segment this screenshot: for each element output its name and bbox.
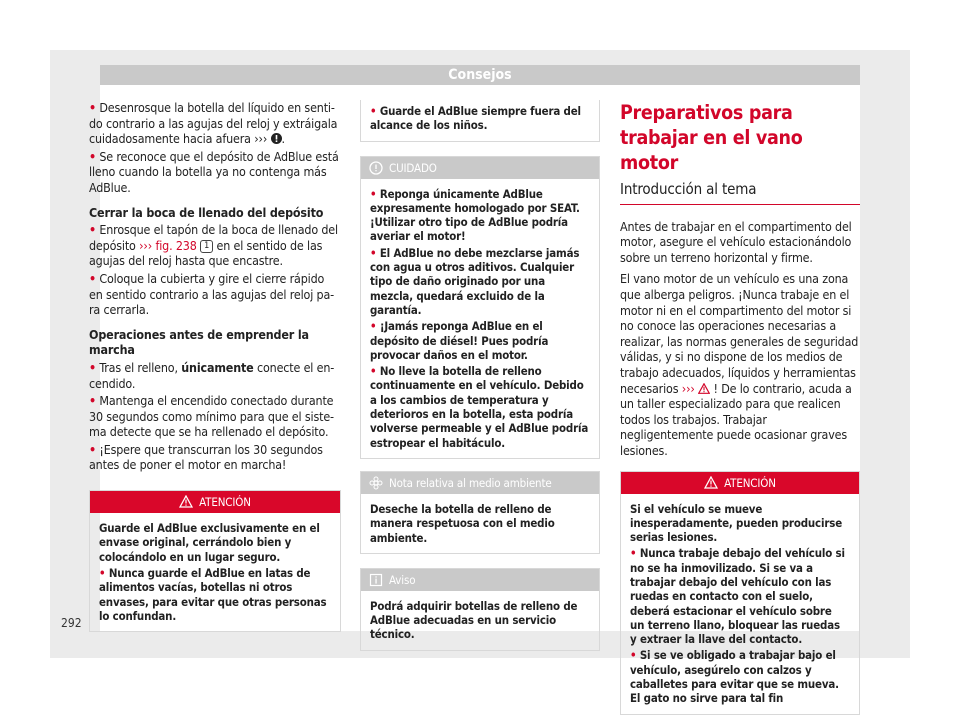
list-item: • Desenrosque la botella del líquido en sentido contrario a las agujas del reloj y extráigala cuidadosamente hacia afuera ››› . [89, 100, 338, 147]
notice-header: Aviso [361, 569, 599, 591]
column-right [620, 100, 860, 715]
list-item: • Mantenga el encendido conectado durante 30 segundos como mínimo para que el sistema detecte que se ha rellenado el depósito. [89, 393, 335, 440]
warning-header: ATENCIÓN [621, 472, 859, 494]
list-item: • Se reconoce que el depósito de AdBlue está lleno cuando la botella ya no contenga más AdBlue. [89, 148, 339, 195]
info-circle-icon [271, 133, 282, 144]
warning-body: Si el vehículo se mueve inesperadamente, pueden producirse serias lesiones. • Nunca trabaje debajo del vehículo si no se ha inmovilizado. Si se va a trabajar debajo del vehículo con las ruedas en contacto con el suelo, deberá estacionar el vehículo sobre un terreno llano, bloquear las ruedas y extraer la llave del contacto. • Si se ve obligado a trabajar bajo el vehículo, asegúrelo con calzos y caballetes para evitar que se mueva. El gato no sirve para tal fin [621, 494, 859, 714]
section-header: Consejos [100, 65, 860, 85]
list-item: • Si se ve obligado a trabajar bajo el vehículo, asegúrelo con calzos y caballetes para evitar que se mueva. El gato no sirve para tal fin [630, 648, 839, 706]
warning-triangle-icon [698, 383, 710, 394]
caution-body [361, 179, 599, 458]
warning-header: ATENCIÓN [90, 491, 340, 513]
list-item: • Enrosque el tapón de la boca de llenado del depósito ››› fig. 238 1 en el sentido de las agujas del reloj hasta que encastre. [89, 222, 338, 269]
environment-flower-icon [369, 476, 383, 490]
info-square-icon [369, 573, 383, 587]
list-item: • ¡Espere que transcurran los 30 segundos antes de poner el motor en marcha! [89, 441, 323, 473]
warning-link[interactable]: ››› [681, 380, 695, 396]
caution-header: CUIDADO [361, 157, 599, 179]
list-item: • Nunca trabaje debajo del vehículo si no se ha inmovilizado. Si se va a trabajar debajo del vehículo con las ruedas en contacto con el suelo, deberá estacionar el vehículo sobre un terreno llano, bloquear las ruedas y extraer la llave del contacto. [630, 546, 845, 647]
list-item: • ¡Jamás reponga AdBlue en el depósito de diésel! Pues podría provocar daños en el motor. [370, 319, 549, 362]
section-text: Antes de trabajar en el compartimento del motor, asegure el vehículo estacionándolo sobre un terreno horizontal y firme. El vano motor de un vehículo es una zona que alberga peligros. ¡Nunca trabaje en el motor ni en el compartimento del motor si no conoce las operaciones necesarias a realizar, las normas generales de seguridad válidas, y si no dispone de los medios de trabajo adecuados, líquidos y herramientas necesarios ››› ! De lo contrario, acuda a un taller especializado para que realicen todos los trabajos. Trabajar negligentemente puede ocasionar graves lesiones. [620, 218, 859, 458]
list-item: • Tras el relleno, únicamente conecte el encendido. [89, 359, 335, 391]
section-title: Preparativos para trabajar en el vano motor [620, 101, 803, 174]
page-number: 292 [61, 616, 82, 630]
list-item: • El AdBlue no debe mezclarse jamás con agua u otros aditivos. Cualquier tipo de daño originado por una mezcla, quedará excluido de la garantía. [370, 245, 580, 317]
environment-note-body: Deseche la botella de relleno de manera respetuosa con el medio ambiente. [370, 501, 555, 545]
column-left [89, 100, 341, 632]
callout-number: 1 [200, 240, 213, 253]
warning-continued-box [360, 100, 600, 142]
notice-body: Podrá adquirir botellas de relleno de AdBlue adecuadas en un servicio técnico. [370, 598, 578, 642]
warning-triangle-icon [179, 495, 193, 508]
caution-circle-icon [369, 161, 383, 175]
list-item: • Reponga únicamente AdBlue expresamente homologado por SEAT. ¡Utilizar otro tipo de AdBlue podría averiar el motor! [370, 186, 580, 244]
column-middle [360, 100, 600, 651]
subheading: Operaciones antes de emprender la marcha [89, 326, 309, 358]
environment-note-header: Nota relativa al medio ambiente [361, 472, 599, 494]
environment-note-box [360, 471, 600, 554]
warning-triangle-icon [704, 476, 718, 489]
subheading: Cerrar la boca de llenado del depósito [89, 204, 324, 220]
list-item: • No lleve la botella de relleno continuamente en el vehículo. Debido a los cambios de temperatura y deterioros en la botella, esta podría volverse permeable y el AdBlue podría estropear el habitáculo. [370, 364, 589, 450]
warning-box [620, 471, 860, 715]
figure-link[interactable]: ››› fig. 238 [139, 237, 197, 253]
warning-body: Guarde el AdBlue exclusivamente en el envase original, cerrándolo bien y colocándolo en un lugar seguro. • Nunca guarde el AdBlue en latas de alimentos vacías, botellas ni otros envases, para evitar que otras personas lo confundan. [99, 521, 327, 623]
caution-box [360, 156, 600, 459]
notice-box [360, 568, 600, 651]
warning-box [89, 490, 341, 632]
warning-continued-body: • Guarde el AdBlue siempre fuera del alcance de los niños. [370, 104, 581, 133]
list-item: • Coloque la cubierta y gire el cierre rápido en sentido contrario a las agujas del reloj para cerrarla. [89, 270, 335, 318]
section-subtitle: Introducción al tema [620, 182, 860, 205]
